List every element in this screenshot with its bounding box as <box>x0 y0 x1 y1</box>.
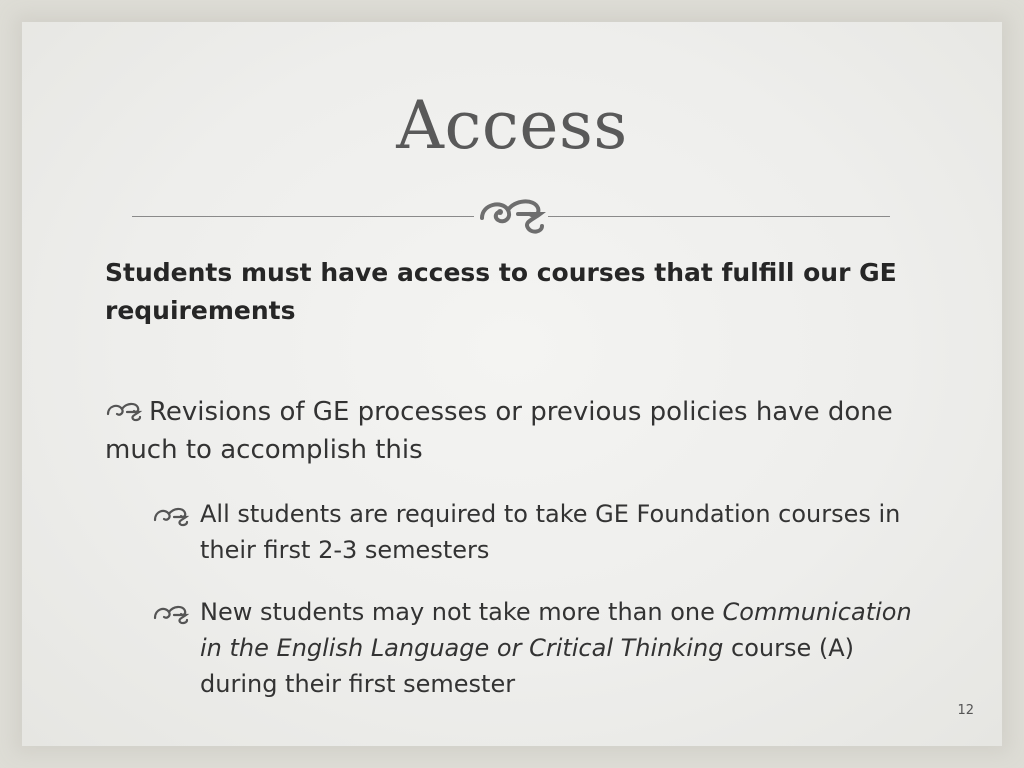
fleuron-bullet-icon <box>152 598 192 628</box>
page-number: 12 <box>957 703 974 718</box>
fleuron-bullet-icon <box>105 393 149 431</box>
sub-bullet-2 <box>200 594 920 702</box>
sub-bullet-2-italic: Communication in the English Language or Critical Thinking <box>200 598 912 662</box>
sub-bullet-1: All students are required to take GE Foundation courses in their first 2-3 semesters <box>200 500 901 564</box>
slide-subtitle: Students must have access to courses that fulfill our GE requirements <box>105 258 897 325</box>
fleuron-bullet-icon <box>152 500 192 530</box>
title-rule-left <box>132 216 474 217</box>
main-bullet-text: Revisions of GE processes or previous policies have done much to accomplish this <box>105 397 893 465</box>
main-bullet <box>105 393 935 469</box>
title-rule-right <box>548 216 890 217</box>
fleuron-ornament-icon <box>474 188 548 238</box>
sub-bullet-2-prefix: New students may not take more than one <box>200 598 723 626</box>
sub-bullet-2-suffix: course (A) during their first semester <box>200 634 855 698</box>
slide-title: Access <box>396 87 628 164</box>
